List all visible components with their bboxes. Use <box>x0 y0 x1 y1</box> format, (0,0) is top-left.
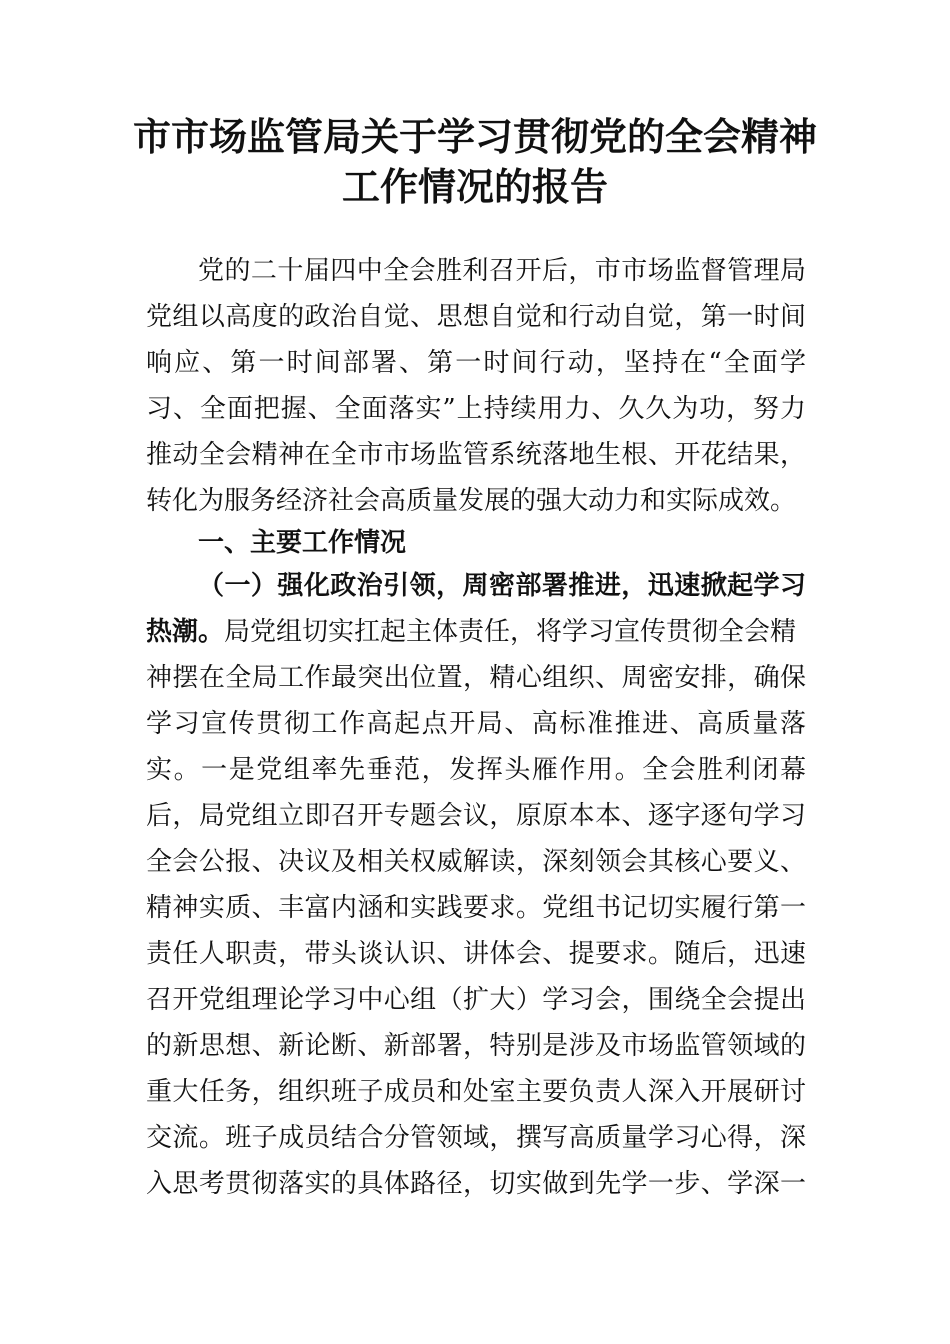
subsection-heading-line-1: （一）强化政治引领，周密部署推进，迅速掀起学习 <box>198 571 806 601</box>
intro-line: 转化为服务经济社会高质量发展的强大动力和实际成效。 <box>146 486 797 516</box>
subsection-heading-line-2 <box>146 609 806 655</box>
body-line: 责任人职责，带头谈认识、讲体会、提要求。随后，迅速 <box>146 939 806 969</box>
section-heading: 一、主要工作情况 <box>198 528 407 558</box>
body-line: 召开党组理论学习中心组（扩大）学习会，围绕全会提出 <box>146 985 806 1015</box>
document-title-line-1: 市市场监管局关于学习贯彻党的全会精神 <box>132 114 817 159</box>
document-title-line-2: 工作情况的报告 <box>341 164 608 209</box>
intro-line: 习、全面把握、全面落实”上持续用力、久久为功，努力 <box>146 394 806 424</box>
intro-line: 党的二十届四中全会胜利召开后，市市场监督管理局 <box>198 256 806 286</box>
body-line: 精神实质、丰富内涵和实践要求。党组书记切实履行第一 <box>146 893 806 923</box>
subsection-heading-tail: 热潮。 <box>146 617 225 647</box>
body-line: 入思考贯彻落实的具体路径，切实做到先学一步、学深一 <box>146 1169 806 1199</box>
body-line: 学习宣传贯彻工作高起点开局、高标准推进、高质量落 <box>146 709 806 739</box>
body-line: 实。一是党组率先垂范，发挥头雁作用。全会胜利闭幕 <box>146 755 806 785</box>
intro-line: 党组以高度的政治自觉、思想自觉和行动自觉，第一时间 <box>146 302 806 332</box>
body-line: 的新思想、新论断、新部署，特别是涉及市场监管领域的 <box>146 1031 806 1061</box>
body-line: 神摆在全局工作最突出位置，精心组织、周密安排，确保 <box>146 663 806 693</box>
body-text-start: 局党组切实扛起主体责任，将学习宣传贯彻全会精 <box>224 617 797 647</box>
body-line: 后，局党组立即召开专题会议，原原本本、逐字逐句学习 <box>146 801 806 831</box>
intro-line: 响应、第一时间部署、第一时间行动，坚持在“全面学 <box>146 348 806 378</box>
body-line: 交流。班子成员结合分管领域，撰写高质量学习心得，深 <box>146 1123 806 1153</box>
body-line: 重大任务，组织班子成员和处室主要负责人深入开展研讨 <box>146 1077 806 1107</box>
body-line: 全会公报、决议及相关权威解读，深刻领会其核心要义、 <box>146 847 806 877</box>
intro-line: 推动全会精神在全市市场监管系统落地生根、开花结果， <box>146 440 806 470</box>
